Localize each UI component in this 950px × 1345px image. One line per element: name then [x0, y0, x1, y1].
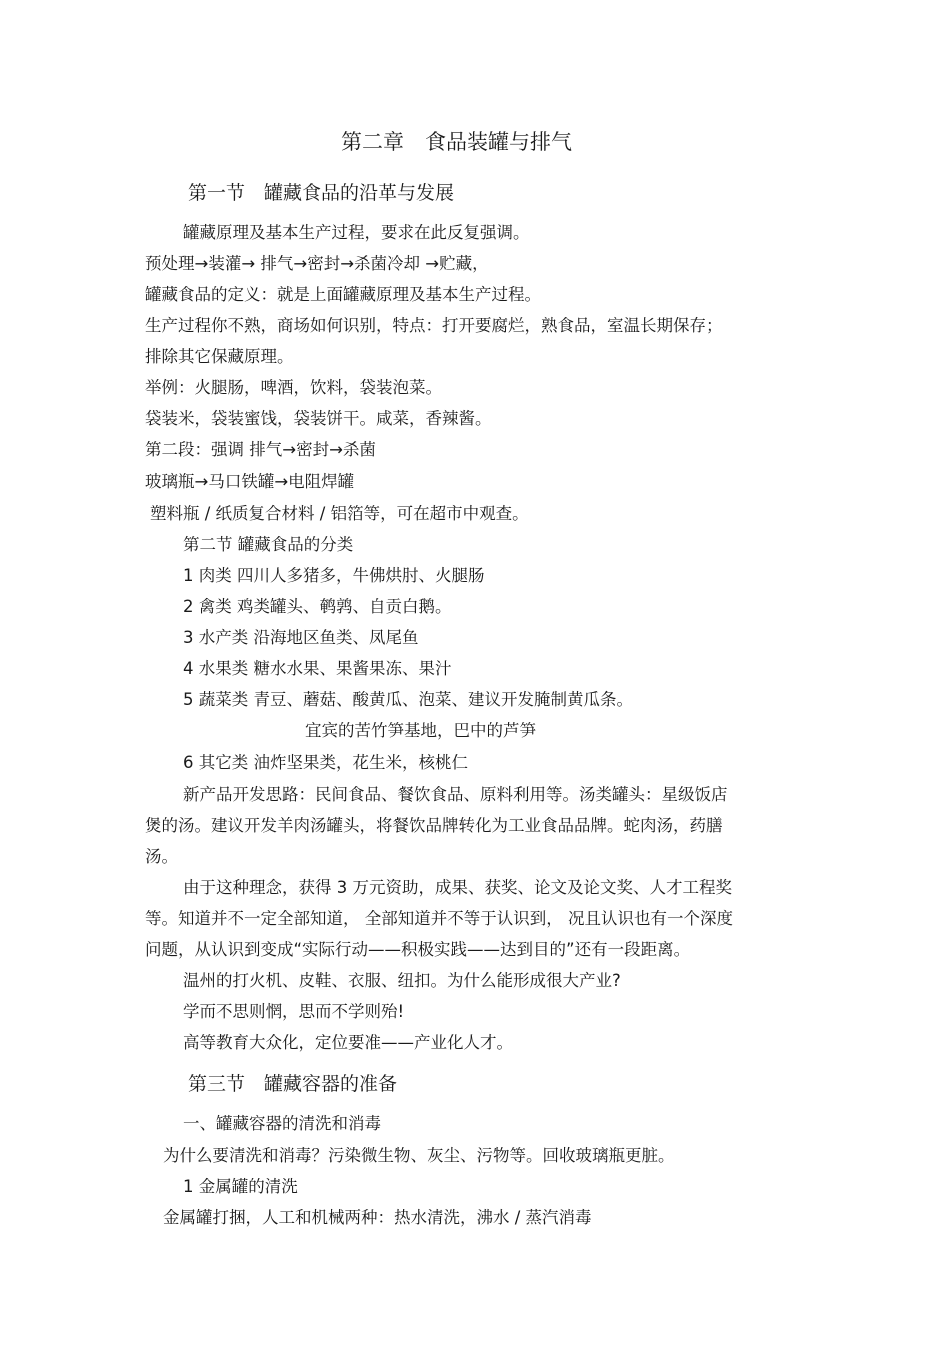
text-line: 新产品开发思路：民间食品、餐饮食品、原料利用等。汤类罐头：星级饭店	[183, 785, 728, 804]
text-line: 第二段：强调 排气→密封→杀菌	[145, 440, 376, 459]
text-line: 排除其它保藏原理。	[145, 347, 294, 366]
section-1-heading: 第一节 罐藏食品的沿革与发展	[188, 182, 455, 204]
category-item: 5 蔬菜类 青豆、蘑菇、酸黄瓜、泡菜、建议开发腌制黄瓜条。	[183, 690, 633, 709]
category-item: 6 其它类 油炸坚果类，花生米，核桃仁	[183, 753, 468, 772]
section-3-heading: 第三节 罐藏容器的准备	[188, 1073, 398, 1095]
subheading: 1 金属罐的清洗	[183, 1177, 298, 1196]
subheading: 一、罐藏容器的清洗和消毒	[183, 1114, 381, 1133]
text-line: 温州的打火机、皮鞋、衣服、纽扣。为什么能形成很大产业?	[183, 971, 621, 990]
text-line: 玻璃瓶→马口铁罐→电阻焊罐	[145, 472, 355, 491]
text-line: 为什么要清洗和消毒？污染微生物、灰尘、污物等。回收玻璃瓶更脏。	[163, 1146, 675, 1165]
category-item: 2 禽类 鸡类罐头、鹌鹑、自贡白鹅。	[183, 597, 452, 616]
text-line: 由于这种理念，获得 3 万元资助，成果、获奖、论文及论文奖、人才工程奖	[183, 878, 732, 897]
text-line: 汤。	[145, 847, 178, 866]
text-line: 高等教育大众化，定位要准——产业化人才。	[183, 1033, 513, 1052]
category-item: 4 水果类 糖水水果、果酱果冻、果汁	[183, 659, 452, 678]
text-line: 等。知道并不一定全部知道， 全部知道并不等于认识到， 况且认识也有一个深度	[145, 909, 733, 928]
text-line: 生产过程你不熟，商场如何识别，特点：打开要腐烂，熟食品，室温长期保存；	[145, 316, 723, 335]
category-item: 1 肉类 四川人多猪多，牛佛烘肘、火腿肠	[183, 566, 485, 585]
category-item: 3 水产类 沿海地区鱼类、凤尾鱼	[183, 628, 419, 647]
category-item-continuation: 宜宾的苦竹笋基地，巴中的芦笋	[305, 721, 536, 740]
text-line: 罐藏食品的定义：就是上面罐藏原理及基本生产过程。	[145, 285, 541, 304]
text-line: 学而不思则惘，思而不学则殆!	[183, 1002, 405, 1021]
text-line: 煲的汤。建议开发羊肉汤罐头，将餐饮品牌转化为工业食品品牌。蛇肉汤，药膳	[145, 816, 723, 835]
text-line: 预处理→装灌→ 排气→密封→杀菌冷却 →贮藏，	[145, 254, 489, 273]
text-line: 举例：火腿肠，啤酒，饮料，袋装泡菜。	[145, 378, 442, 397]
chapter-title: 第二章 食品装罐与排气	[341, 130, 572, 154]
text-line: 罐藏原理及基本生产过程，要求在此反复强调。	[183, 223, 530, 242]
text-line: 金属罐打捆，人工和机械两种：热水清洗，沸水 / 蒸汽消毒	[163, 1208, 592, 1227]
text-line: 袋装米，袋装蜜饯，袋装饼干。咸菜，香辣酱。	[145, 409, 492, 428]
text-line: 问题，从认识到变成“实际行动——积极实践——达到目的”还有一段距离。	[145, 940, 691, 959]
text-line: 塑料瓶 / 纸质复合材料 / 铝箔等，可在超市中观查。	[150, 504, 529, 523]
section-2-heading: 第二节 罐藏食品的分类	[183, 535, 354, 554]
